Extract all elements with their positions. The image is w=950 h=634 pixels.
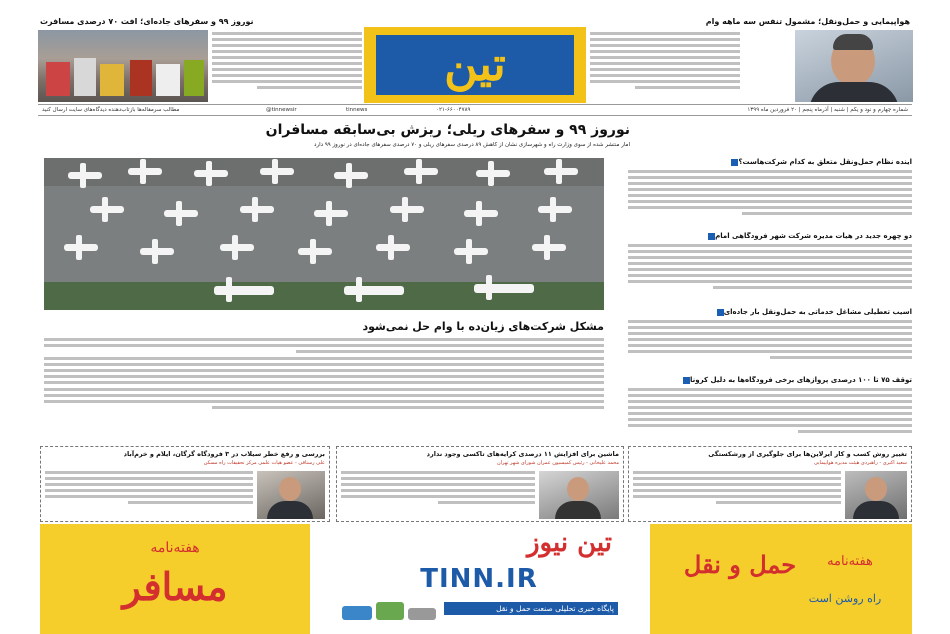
ad-tinnews-title: تین نیوز	[527, 528, 612, 558]
transport-icons	[342, 596, 438, 626]
ad-tinnews[interactable]	[334, 524, 624, 634]
sidebar-item-3-body	[628, 320, 912, 370]
masthead-left-article	[212, 32, 362, 100]
bottom-box-right-byline: سعید اکبری - راهبردی هیئت مدیره هواپیمایی	[814, 460, 907, 466]
main-lead: آمار منتشر شده از سوی وزارت راه و شهرسازی نشان از کاهش ۸۹ درصدی سفرهای ریلی و ۷۰ درصدی سفرهای جاده‌ای در نوروز ۹۹ دارد	[314, 142, 630, 148]
ad-hamlonaghl-line2: حمل و نقل	[683, 550, 797, 579]
sidebar-item-4-title[interactable]: توقف ۷۵ تا ۱۰۰ درصدی پروازهای برخی فرودگاه‌ها به دلیل کرونا	[628, 376, 912, 384]
masthead-right-article	[590, 32, 740, 100]
bottom-box-right-photo	[845, 471, 907, 519]
masthead-minister-photo	[795, 30, 913, 102]
info-right-text: شماره چهارم و نود و یکم | شنبه | آذرماه پنجم | ۲۰ فروردین ماه ۱۳۹۹	[747, 107, 908, 113]
bottom-box-center-body	[341, 471, 535, 519]
masthead-left-headline[interactable]: نوروز ۹۹ و سفرهای جاده‌ای؛ افت ۷۰ درصدی مسافرت	[40, 17, 254, 26]
ad-mosafer[interactable]	[40, 524, 310, 634]
sidebar-item-1-body	[628, 170, 912, 230]
sidebar-item-3-title[interactable]: آسیب تعطیلی مشاغل خدماتی به حمل‌ونقل بار جاده‌ای	[628, 308, 912, 316]
photo-caption[interactable]: مشکل شرکت‌های زیان‌ده با وام حل نمی‌شود	[362, 320, 604, 333]
parked-planes-photo	[44, 158, 604, 310]
bottom-box-right	[628, 446, 912, 522]
bottom-box-right-body	[633, 471, 841, 519]
main-article-body	[44, 338, 604, 438]
bottom-box-right-title[interactable]: تغییر روش کسب و کار ایرلاین‌ها برای جلوگیری از ورشکستگی	[708, 450, 907, 458]
sidebar-item-1-title[interactable]: آینده نظام حمل‌ونقل متعلق به کدام شرکت‌هاست؟	[628, 158, 912, 166]
ad-tinnews-url: TINN.IR	[420, 564, 538, 594]
bottom-box-center-byline: محمد علیخانی - رئیس کمیسیون عمران شورای شهر تهران	[496, 460, 619, 466]
ad-tinnews-tagline: پایگاه خبری تحلیلی صنعت حمل و نقل	[444, 602, 618, 615]
ad-hamlonaghl-line1: هفته‌نامه	[827, 554, 873, 569]
ad-hamlonaghl-line3: راه روشن است	[808, 592, 882, 605]
info-phone: ۰۲۱-۶۶۰۰۴۷۸۹	[436, 107, 471, 113]
bottom-box-center-title[interactable]: ماشین برای افزایش ۱۱ درصدی کرایه‌های تاکسی وجود ندارد	[426, 450, 619, 458]
ad-mosafer-line2: مسافر	[122, 564, 228, 609]
bottom-box-left-byline: علی رستاقی - عضو هیات علمی مرکز تحقیقات راه مسکن	[203, 460, 325, 466]
ad-hamlonaghl[interactable]	[650, 524, 912, 634]
sidebar-item-2-title[interactable]: دو چهره جدید در هیات مدیره شرکت شهر فرودگاهی امام	[628, 232, 912, 240]
logo-inner-box	[376, 35, 574, 95]
sidebar-item-4-body	[628, 388, 912, 444]
info-bar	[38, 104, 912, 116]
sidebar-item-2-body	[628, 244, 912, 304]
info-handle-1[interactable]: @tinnewsir	[266, 107, 297, 113]
bottom-box-left	[40, 446, 330, 522]
info-handle-2[interactable]: tinnews	[346, 107, 368, 113]
site-logo[interactable]	[364, 27, 586, 103]
bottom-box-left-title[interactable]: بررسی و رفع خطر سیلاب در ۳ فرودگاه گرگان، ایلام و خرم‌آباد	[123, 450, 325, 458]
logo-text: تین	[444, 37, 506, 91]
ad-mosafer-line1: هفته‌نامه	[150, 540, 200, 556]
bottom-box-left-body	[45, 471, 253, 519]
bottom-box-center	[336, 446, 624, 522]
sidebar	[628, 158, 912, 444]
bottom-box-center-photo	[539, 471, 619, 519]
masthead-right-headline[interactable]: هواپیمایی و حمل‌ونقل؛ مشمول تنفس سه ماهه وام	[705, 17, 910, 26]
info-left-text: مطالب سرمقاله‌ها بازتاب‌دهنده دیدگاه‌های سایت ارسال کنید	[42, 107, 180, 113]
bottom-box-left-photo	[257, 471, 325, 519]
main-headline[interactable]: نوروز ۹۹ و سفرهای ریلی؛ ریزش بی‌سابقه مسافران	[265, 122, 630, 138]
masthead-buses-photo	[38, 30, 208, 102]
